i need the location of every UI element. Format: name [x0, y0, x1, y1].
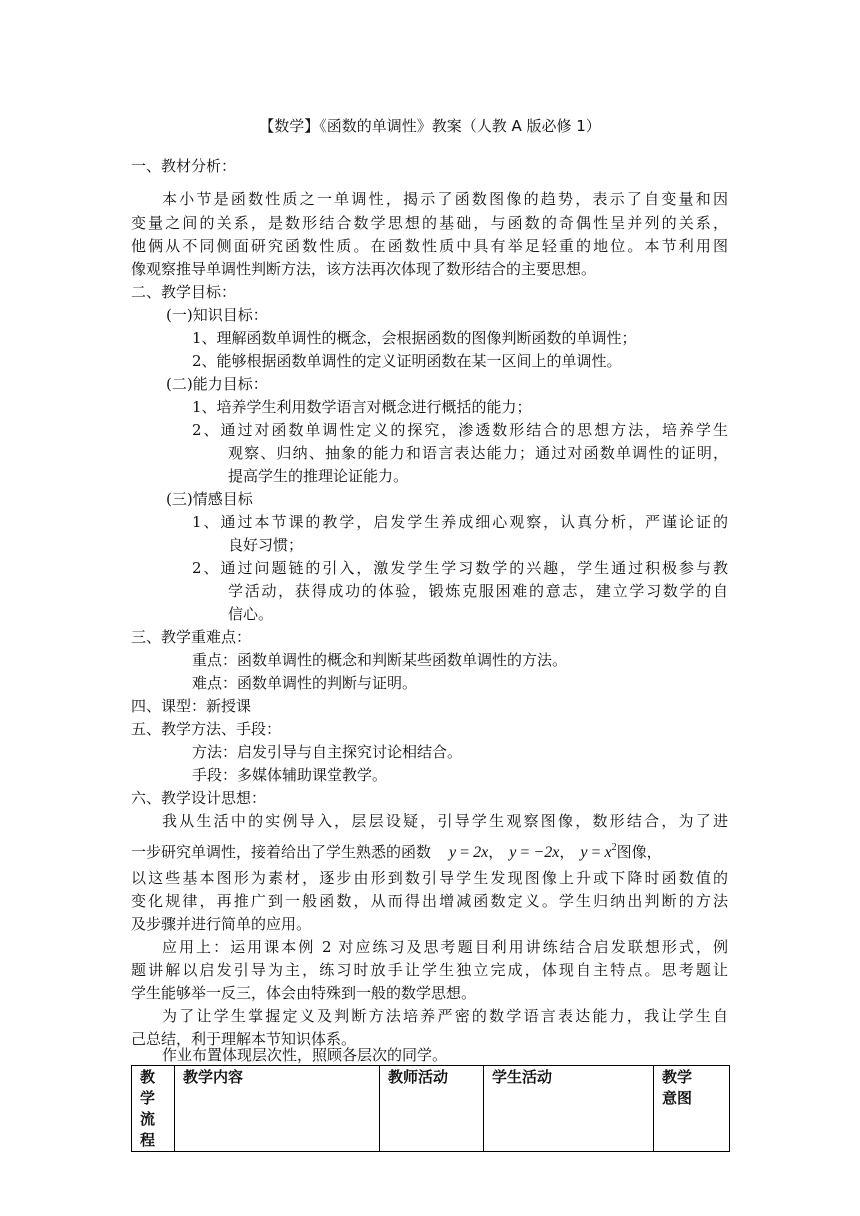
subheading-emotional-objectives: (三)情感目标	[166, 490, 253, 508]
paragraph-line: 变量之间的关系，是数形结合数学思想的基础，与函数的奇偶性呈并列的关系，	[131, 214, 728, 232]
paragraph-line: 他俩从不同侧面研究函数性质。在函数性质中具有举足轻重的地位。本节利用图	[131, 237, 728, 255]
section-heading-methods: 五、教学方法、手段：	[131, 720, 282, 738]
list-item-continuation: 学活动，获得成功的体验，锻炼克服困难的意志，建立学习数学的自	[228, 582, 728, 600]
method-line: 方法：启发引导与自主探究讨论相结合。	[192, 743, 463, 761]
paragraph-line: 题讲解以启发引导为主，练习时放手让学生独立完成，体现自主特点。思考题让	[131, 961, 728, 979]
column-header-student-activity: 学生活动	[484, 1066, 654, 1152]
formula-separator: ，	[559, 843, 575, 861]
list-item-continuation: 良好习惯；	[228, 536, 304, 554]
formula-y-eq-x-squared: $y = x^2$	[580, 842, 617, 861]
list-item: 1、通过本节课的教学，启发学生养成细心观察，认真分析，严谨论证的	[192, 513, 728, 531]
paragraph-line: 为了让学生掌握定义及判断方法培养严密的数学语言表达能力，我让学生自	[162, 1007, 728, 1025]
paragraph-line: 像观察推导单调性判断方法，该方法再次体现了数形结合的主要思想。	[131, 260, 597, 278]
document-title: 【数学】《函数的单调性》教案（人教 A 版必修 1）	[259, 117, 601, 135]
column-header-teaching-content: 教学内容	[175, 1066, 380, 1152]
section-heading-design-idea: 六、教学设计思想：	[131, 789, 267, 807]
paragraph-line: 己总结，利于理解本节知识体系。	[131, 1030, 357, 1048]
list-item: 2、通过问题链的引入，激发学生学习数学的兴趣，学生通过积极参与教	[192, 559, 728, 577]
formula-separator: ，	[488, 843, 504, 861]
column-header-teacher-activity: 教师活动	[380, 1066, 484, 1152]
key-point: 重点：函数单调性的概念和判断某些函数单调性的方法。	[192, 651, 568, 669]
formula-intro-text: 一步研究单调性，接着给出了学生熟悉的函数	[131, 843, 432, 861]
column-header-teaching-intent: 教学 意图	[654, 1066, 730, 1152]
means-line: 手段：多媒体辅助课堂教学。	[192, 766, 388, 784]
paragraph-line: 本小节是函数性质之一单调性，揭示了函数图像的趋势，表示了自变量和因	[162, 190, 728, 208]
paragraph-line: 作业布置体现层次性，照顾各层次的同学。	[162, 1046, 448, 1064]
paragraph-line-with-formulas	[131, 838, 731, 863]
difficult-point: 难点：函数单调性的判断与证明。	[192, 674, 418, 692]
subheading-knowledge-objectives: (一)知识目标：	[166, 306, 268, 324]
lesson-flow-table	[131, 1065, 730, 1152]
table-header-row	[132, 1066, 730, 1152]
formula-y-eq-neg2x: y = −2x	[509, 844, 560, 861]
paragraph-line: 我从生活中的实例导入，层层设疑，引导学生观察图像，数形结合，为了进	[162, 812, 728, 830]
section-heading-key-difficult-points: 三、教学重难点：	[131, 628, 252, 646]
paragraph-line: 以这些基本图形为素材，逐步由形到数引导学生发现图像上升或下降时函数值的	[131, 869, 728, 887]
section-heading-lesson-type: 四、课型：新授课	[131, 697, 252, 715]
section-heading-textbook-analysis: 一、教材分析：	[131, 157, 237, 175]
list-item: 2、通过对函数单调性定义的探究，渗透数形结合的思想方法，培养学生	[192, 421, 728, 439]
paragraph-line: 变化规律，再推广到一般函数，从而得出增减函数定义。学生归纳出判断的方法	[131, 892, 728, 910]
paragraph-line: 学生能够举一反三，体会由特殊到一般的数学思想。	[131, 984, 477, 1002]
column-header-teaching-flow: 教学 流程	[132, 1066, 175, 1152]
list-item: 1、理解函数单调性的概念，会根据函数的图像判断函数的单调性；	[192, 329, 637, 347]
list-item: 2、能够根据函数单调性的定义证明函数在某一区间上的单调性。	[192, 352, 622, 370]
formula-outro-text: 图像，	[616, 843, 662, 861]
subheading-ability-objectives: (二)能力目标：	[166, 375, 268, 393]
paragraph-line: 及步骤并进行简单的应用。	[131, 915, 312, 933]
formula-y-eq-2x: y = 2x	[449, 844, 489, 861]
section-heading-teaching-objectives: 二、教学目标：	[131, 283, 237, 301]
list-item-continuation: 观察、归纳、抽象的能力和语言表达能力；通过对函数单调性的证明，	[228, 444, 728, 462]
paragraph-line: 应用上：运用课本例 2 对应练习及思考题目利用讲练结合启发联想形式，例	[162, 938, 728, 956]
list-item: 1、培养学生利用数学语言对概念进行概括的能力；	[192, 398, 532, 416]
list-item-continuation: 提高学生的推理论证能力。	[228, 467, 409, 485]
list-item-continuation: 信心。	[228, 605, 274, 623]
